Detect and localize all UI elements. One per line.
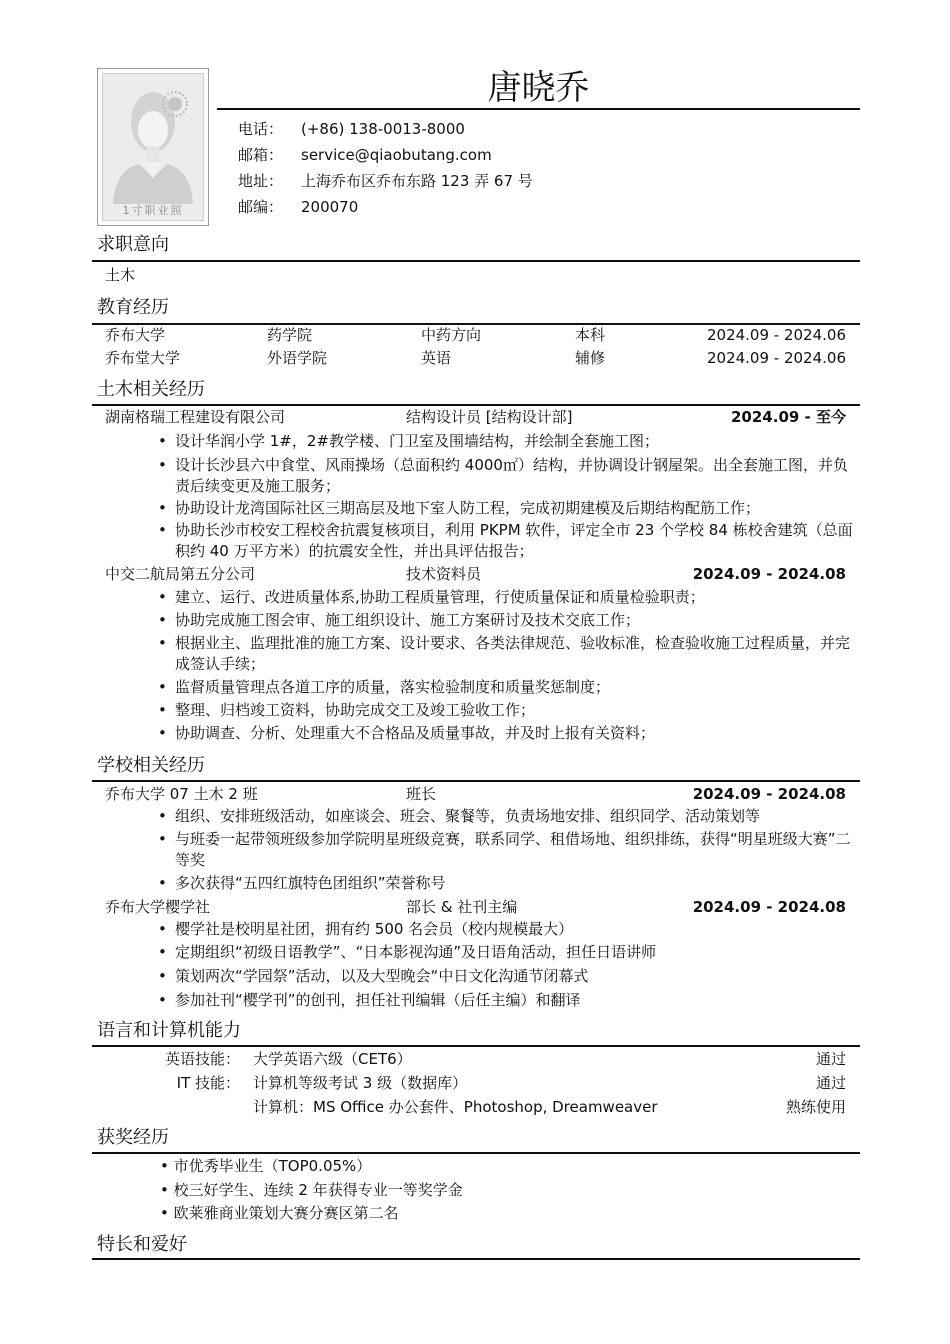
edu-school: 乔布大学 <box>105 326 166 344</box>
list-item: • 监督质量管理点各道工序的质量，落实检验制度和质量奖惩制度； <box>158 678 611 696</box>
skill-label: IT 技能： <box>176 1074 240 1092</box>
candidate-name: 唐晓乔 <box>487 68 590 108</box>
section-title-hobbies: 特长和爱好 <box>97 1234 187 1255</box>
edu-period: 2024.09 - 2024.06 <box>706 349 846 367</box>
list-item: • 设计长沙县六中食堂、风雨操场（总面积约 4000㎡）结构，并协调设计钢屋架。出全套施工图，并负责后续变更及施工服务； <box>158 456 848 495</box>
contact-value: 200070 <box>301 198 359 216</box>
edu-college: 药学院 <box>267 326 313 344</box>
contact-label: 邮编： <box>238 198 284 216</box>
list-item: • 协助长沙市校安工程校舍抗震复核项目，利用 PKPM 软件，评定全市 23 个学校 84 栋校舍建筑（总面积约 40 万平方米）的抗震安全性，并出具评估报告； <box>158 521 853 560</box>
skill-label: 英语技能： <box>164 1050 240 1068</box>
award-item: • 市优秀毕业生（TOP0.05%） <box>160 1157 372 1175</box>
list-item: • 多次获得“五四红旗特色团组织”荣誉称号 <box>158 874 446 892</box>
school-org: 乔布大学 07 土木 2 班 <box>105 785 258 803</box>
skill-level: 通过 <box>815 1050 846 1068</box>
edu-college: 外语学院 <box>267 349 328 367</box>
contact-value: service@qiaobutang.com <box>301 146 492 164</box>
job-role: 技术资料员 <box>406 565 482 583</box>
skill-desc: 计算机等级考试 3 级（数据库） <box>253 1074 468 1092</box>
contact-label: 电话： <box>238 120 284 138</box>
photo-caption: 1寸职业照 <box>122 204 184 217</box>
edu-major: 中药方向 <box>421 326 482 344</box>
edu-degree: 辅修 <box>575 349 606 367</box>
edu-degree: 本科 <box>575 326 606 344</box>
list-item: • 定期组织“初级日语教学”、“日本影视沟通”及日语角活动，担任日语讲师 <box>158 943 657 961</box>
section-title-education: 教育经历 <box>97 297 169 318</box>
list-item: • 樱学社是校明星社团，拥有约 500 名会员（校内规模最大） <box>158 920 574 938</box>
section-title-objective: 求职意向 <box>97 234 169 255</box>
skill-level: 通过 <box>815 1074 846 1092</box>
section-title-school: 学校相关经历 <box>97 755 205 776</box>
award-item: • 校三好学生、连续 2 年获得专业一等奖学金 <box>160 1181 463 1199</box>
school-period: 2024.09 - 2024.08 <box>692 898 846 916</box>
contact-value: (+86) 138-0013-8000 <box>301 120 465 138</box>
school-role: 班长 <box>406 785 437 803</box>
list-item: • 建立、运行、改进质量体系,协助工程质量管理，行使质量保证和质量检验职责； <box>158 588 705 606</box>
skill-desc: 计算机：MS Office 办公套件、Photoshop, Dreamweaver <box>253 1098 658 1116</box>
edu-school: 乔布堂大学 <box>105 349 181 367</box>
list-item: • 策划两次“学园祭”活动，以及大型晚会“中日文化沟通节闭幕式 <box>158 967 589 985</box>
school-role: 部长 & 社刊主编 <box>406 898 518 916</box>
section-title-awards: 获奖经历 <box>97 1127 169 1148</box>
job-role: 结构设计员 [结构设计部] <box>406 408 573 426</box>
contact-label: 地址： <box>238 172 284 190</box>
list-item: • 参加社刊“樱学刊”的创刊，担任社刊编辑（后任主编）和翻译 <box>158 991 581 1009</box>
job-period: 2024.09 - 2024.08 <box>692 565 846 583</box>
section-divider <box>92 780 860 782</box>
person-silhouette-icon <box>103 74 203 220</box>
school-org: 乔布大学樱学社 <box>105 898 211 916</box>
list-item: • 协助设计龙湾国际社区三期高层及地下室人防工程，完成初期建模及后期结构配筋工作； <box>158 499 761 517</box>
edu-major: 英语 <box>421 349 452 367</box>
section-divider <box>92 1258 860 1260</box>
section-title-skills: 语言和计算机能力 <box>97 1020 241 1041</box>
profile-photo <box>97 68 209 226</box>
contact-value: 上海乔布区乔布东路 123 弄 67 号 <box>301 172 533 190</box>
job-company: 中交二航局第五分公司 <box>105 565 256 583</box>
section-divider <box>92 404 860 406</box>
contact-label: 邮箱： <box>238 146 284 164</box>
job-period: 2024.09 - 至今 <box>731 408 846 426</box>
objective-value: 土木 <box>105 266 136 284</box>
section-divider <box>92 1152 860 1154</box>
school-period: 2024.09 - 2024.08 <box>692 785 846 803</box>
list-item: • 协助调查、分析、处理重大不合格品及质量事故，并及时上报有关资料； <box>158 724 656 742</box>
list-item: • 根据业主、监理批准的施工方案、设计要求、各类法律规范、验收标准，检查验收施工过程质量，并完成签认手续； <box>158 634 851 673</box>
list-item: • 组织、安排班级活动，如座谈会、班会、聚餐等，负责场地安排、组织同学、活动策划等 <box>158 807 761 825</box>
section-divider <box>92 1045 860 1047</box>
skill-level: 熟练使用 <box>785 1098 846 1116</box>
name-divider <box>217 108 860 110</box>
edu-period: 2024.09 - 2024.06 <box>706 326 846 344</box>
section-title-work: 土木相关经历 <box>97 379 205 400</box>
list-item: • 设计华润小学 1#，2#教学楼、门卫室及围墙结构，并绘制全套施工图； <box>158 432 659 450</box>
award-item: • 欧莱雅商业策划大赛分赛区第二名 <box>160 1204 399 1222</box>
list-item: • 整理、归档竣工资料，协助完成交工及竣工验收工作； <box>158 701 536 719</box>
job-company: 湖南格瑞工程建设有限公司 <box>105 408 286 426</box>
list-item: • 与班委一起带领班级参加学院明星班级竞赛，联系同学、租借场地、组织排练，获得“明星班级大赛”二等奖 <box>158 830 851 869</box>
skill-desc: 大学英语六级（CET6） <box>253 1050 412 1068</box>
list-item: • 协助完成施工图会审、施工组织设计、施工方案研讨及技术交底工作； <box>158 611 641 629</box>
section-divider <box>92 260 860 262</box>
